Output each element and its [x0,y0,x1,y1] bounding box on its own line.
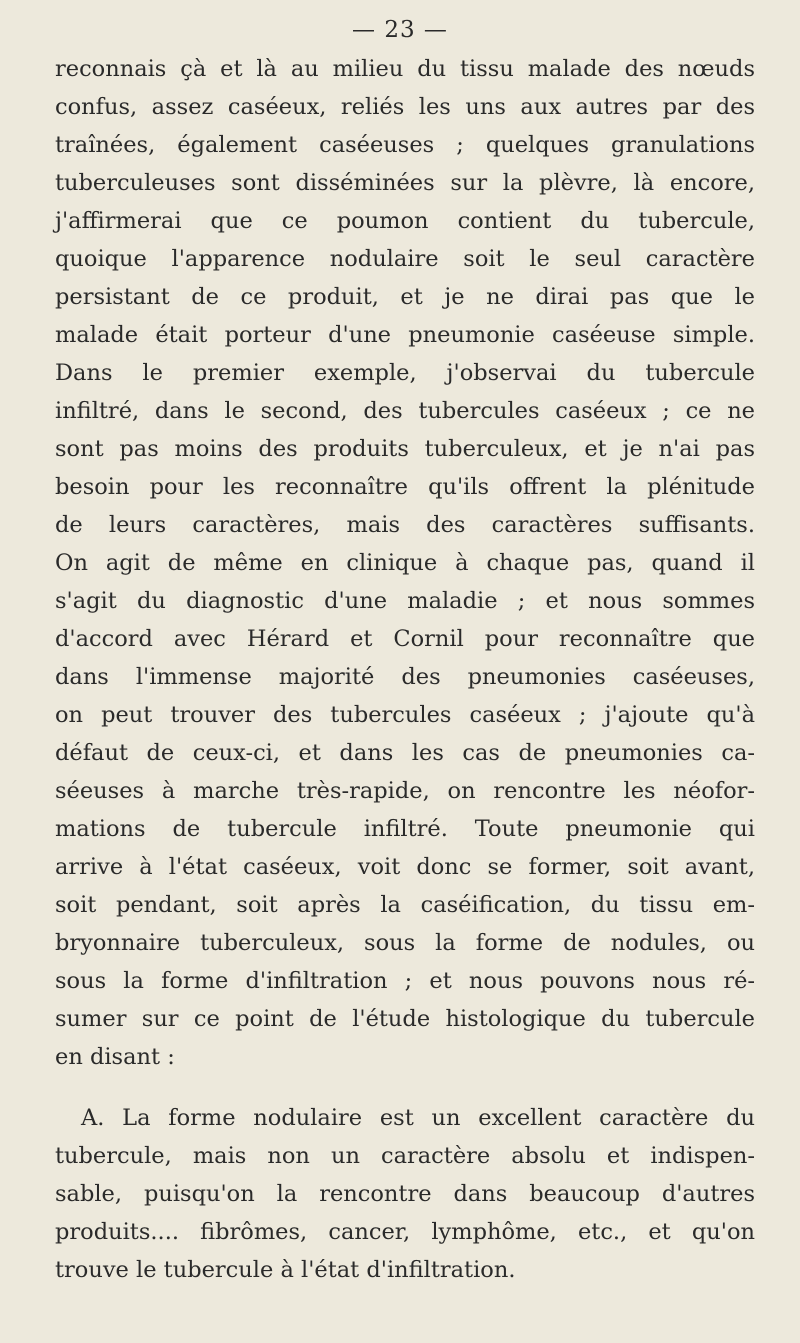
text-line: reconnais çà et là au milieu du tissu malade des nœuds [55,56,755,82]
text-line: de leurs caractères, mais des caractères suffisants. [55,512,755,538]
text-line: sous la forme d'infiltration ; et nous pouvons nous ré- [55,968,755,994]
text-line: tuberculeuses sont disséminées sur la plèvre, là encore, [55,170,755,196]
text-line: défaut de ceux-ci, et dans les cas de pneumonies ca- [55,740,755,766]
text-line: malade était porteur d'une pneumonie caséeuse simple. [55,322,755,348]
page-number: — 23 — [352,17,448,43]
text-line: d'accord avec Hérard et Cornil pour reconnaître que [55,626,755,652]
text-line: on peut trouver des tubercules caséeux ; j'ajoute qu'à [55,702,755,728]
text-line: sable, puisqu'on la rencontre dans beaucoup d'autres [55,1181,755,1207]
text-line: en disant : [55,1044,175,1070]
text-line: traînées, également caséeuses ; quelques granulations [55,132,755,158]
text-line: bryonnaire tuberculeux, sous la forme de nodules, ou [55,930,755,956]
text-line: sont pas moins des produits tuberculeux, et je n'ai pas [55,436,755,462]
text-line: dans l'immense majorité des pneumonies caséeuses, [55,664,755,690]
text-line: sumer sur ce point de l'étude histologique du tubercule [55,1006,755,1032]
text-line: infiltré, dans le second, des tubercules caséeux ; ce ne [55,398,755,424]
text-line: j'affirmerai que ce poumon contient du tubercule, [55,208,755,234]
text-line: trouve le tubercule à l'état d'infiltration. [55,1257,516,1283]
paragraph-gap [55,1076,755,1099]
paragraph-2 [55,1099,755,1289]
text-line: persistant de ce produit, et je ne dirai pas que le [55,284,755,310]
text-line: besoin pour les reconnaître qu'ils offrent la plénitude [55,474,755,500]
paragraph-1 [55,50,755,1076]
text-line: séeuses à marche très-rapide, on rencontre les néofor- [55,778,755,804]
text-line: soit pendant, soit après la caséification, du tissu em- [55,892,755,918]
text-line: s'agit du diagnostic d'une maladie ; et nous sommes [55,588,755,614]
text-line: produits.... fibrômes, cancer, lymphôme, etc., et qu'on [55,1219,755,1245]
body-text [55,50,755,1289]
text-line: On agit de même en clinique à chaque pas, quand il [55,550,755,576]
text-line: mations de tubercule infiltré. Toute pneumonie qui [55,816,755,842]
text-line: Dans le premier exemple, j'observai du tubercule [55,360,755,386]
text-line: A. La forme nodulaire est un excellent caractère du [81,1105,755,1131]
text-line: tubercule, mais non un caractère absolu et indispen- [55,1143,755,1169]
text-line: quoique l'apparence nodulaire soit le seul caractère [55,246,755,272]
text-line: confus, assez caséeux, reliés les uns aux autres par des [55,94,755,120]
text-line: arrive à l'état caséeux, voit donc se former, soit avant, [55,854,755,880]
